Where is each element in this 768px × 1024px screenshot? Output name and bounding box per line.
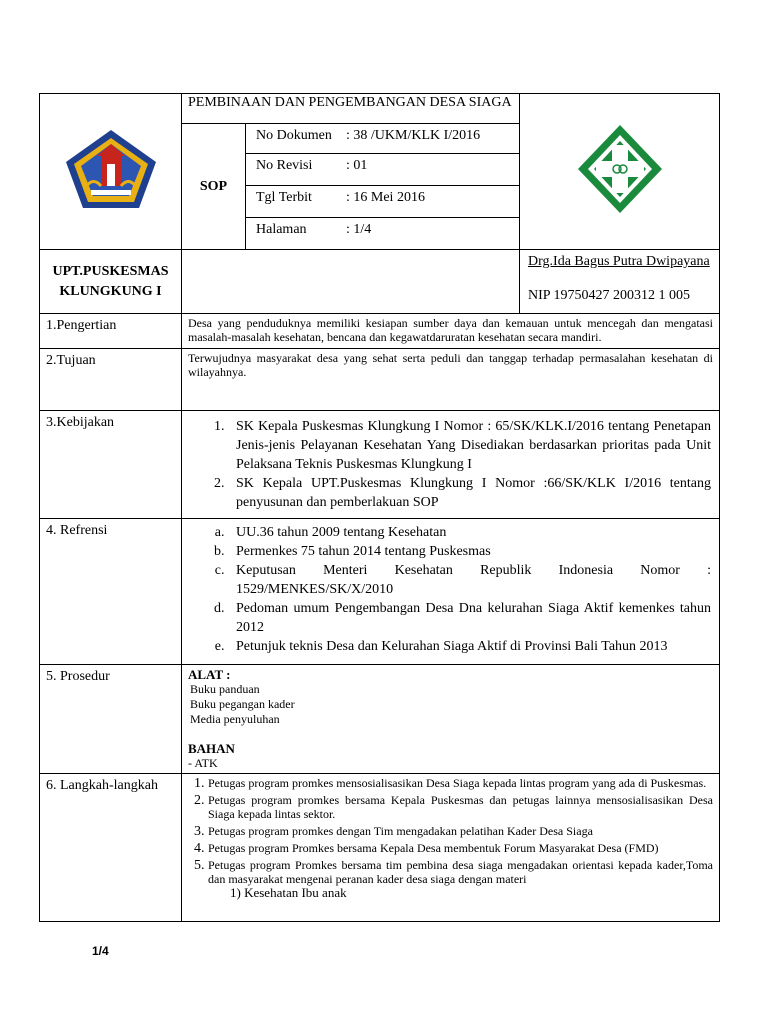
sop-document (39, 93, 719, 922)
signer-nip: NIP 19750427 200312 1 005 (528, 288, 691, 303)
kebijakan-label: 3.Kebijakan (40, 411, 182, 519)
meta-no-revisi: No Revisi : 01 (246, 154, 520, 186)
langkah-label: 6. Langkah-langkah (40, 774, 182, 922)
prosedur-label: 5. Prosedur (40, 665, 182, 774)
meta-no-dokumen: No Dokumen : 38 /UKM/KLK I/2016 (246, 124, 520, 154)
list-item: Media penyuluhan (190, 712, 280, 726)
prosedur-content (182, 665, 720, 774)
list-item: Buku panduan (190, 682, 260, 696)
alat-heading: ALAT : (188, 667, 231, 682)
sop-table (39, 93, 720, 922)
langkah-content (182, 774, 720, 922)
klungkung-regency-emblem-icon (63, 128, 159, 210)
tujuan-label: 2.Tujuan (40, 349, 182, 411)
bahan-heading: BAHAN (188, 741, 235, 756)
referensi-content (182, 519, 720, 665)
list-item: 1. SK Kepala Puskesmas Klungkung I Nomor : 65/SK/KLK.I/2016 tentang Penetapan Jenis-jenis Pelayanan Kesehatan Yang Disediakan berdasarkan prioritas pada Unit Pelaksana Teknis Puskesmas Klungkung I (228, 417, 711, 474)
bahan-item: - ATK (188, 756, 218, 770)
signature-block (520, 250, 720, 314)
meta-tgl-terbit: Tgl Terbit : 16 Mei 2016 (246, 186, 520, 218)
sub-list-item: 1) Kesehatan Ibu anak (230, 885, 347, 900)
list-item: 3. Petugas program promkes dengan Tim mengadakan pelatihan Kader Desa Siaga (208, 824, 713, 838)
blank-cell (182, 250, 520, 314)
pengertian-label: 1.Pengertian (40, 314, 182, 349)
page-number: 1/4 (92, 944, 109, 958)
list-item: Buku pegangan kader (190, 697, 295, 711)
meta-halaman: Halaman : 1/4 (246, 218, 520, 250)
kebijakan-content (182, 411, 720, 519)
organization-name: UPT.PUSKESMAS KLUNGKUNG I (40, 250, 182, 314)
list-item: 5. Petugas program Promkes bersama tim pembina desa siaga mengadakan orientasi kepada kader,Toma dan masyarakat mengenai peranan kader desa siaga dengan materi 1) Kesehatan Ibu anak (208, 858, 713, 900)
list-item: c. Keputusan Menteri Kesehatan Republik Indonesia Nomor : 1529/MENKES/SK/X/2010 (228, 561, 711, 599)
list-item: a. UU.36 tahun 2009 tentang Kesehatan (228, 523, 711, 542)
puskesmas-logo-cell (520, 94, 720, 250)
kebijakan-list (188, 417, 711, 512)
tujuan-text: Terwujudnya masyarakat desa yang sehat serta peduli dan tanggap terhadap permasalahan kesehatan di wilayahnya. (182, 349, 720, 411)
list-item: 4. Petugas program Promkes bersama Kepala Desa membentuk Forum Masyarakat Desa (FMD) (208, 841, 713, 855)
referensi-label: 4. Refrensi (40, 519, 182, 665)
referensi-list (188, 523, 711, 656)
list-item: b. Permenkes 75 tahun 2014 tentang Puskesmas (228, 542, 711, 561)
regency-logo-cell (40, 94, 182, 250)
list-item: e. Petunjuk teknis Desa dan Kelurahan Siaga Aktif di Provinsi Bali Tahun 2013 (228, 637, 711, 656)
signer-name: Drg.Ida Bagus Putra Dwipayana (528, 254, 710, 269)
puskesmas-logo-icon (572, 121, 668, 217)
list-item: 2. SK Kepala UPT.Puskesmas Klungkung I Nomor :66/SK/KLK I/2016 tentang penyusunan dan pemberlakuan SOP (228, 474, 711, 512)
list-item: d. Pedoman umum Pengembangan Desa Dna kelurahan Siaga Aktif kemenkes tahun 2012 (228, 599, 711, 637)
list-item: 1. Petugas program promkes mensosialisasikan Desa Siaga kepada lintas program yang ada di Puskesmas. (208, 776, 713, 790)
langkah-list (188, 776, 713, 900)
pengertian-text: Desa yang penduduknya memiliki kesiapan sumber daya dan kemauan untuk mencegah dan mengatasi masalah-masalah kesehatan, bencana dan kegawatdaruratan kesehatan secara mandiri. (182, 314, 720, 349)
sop-label: SOP (182, 124, 246, 250)
document-title: PEMBINAAN DAN PENGEMBANGAN DESA SIAGA (182, 94, 520, 124)
list-item: 2. Petugas program promkes bersama Kepala Puskesmas dan petugas lainnya mensosialisasikan Desa Siaga kepada lintas sektor. (208, 793, 713, 821)
